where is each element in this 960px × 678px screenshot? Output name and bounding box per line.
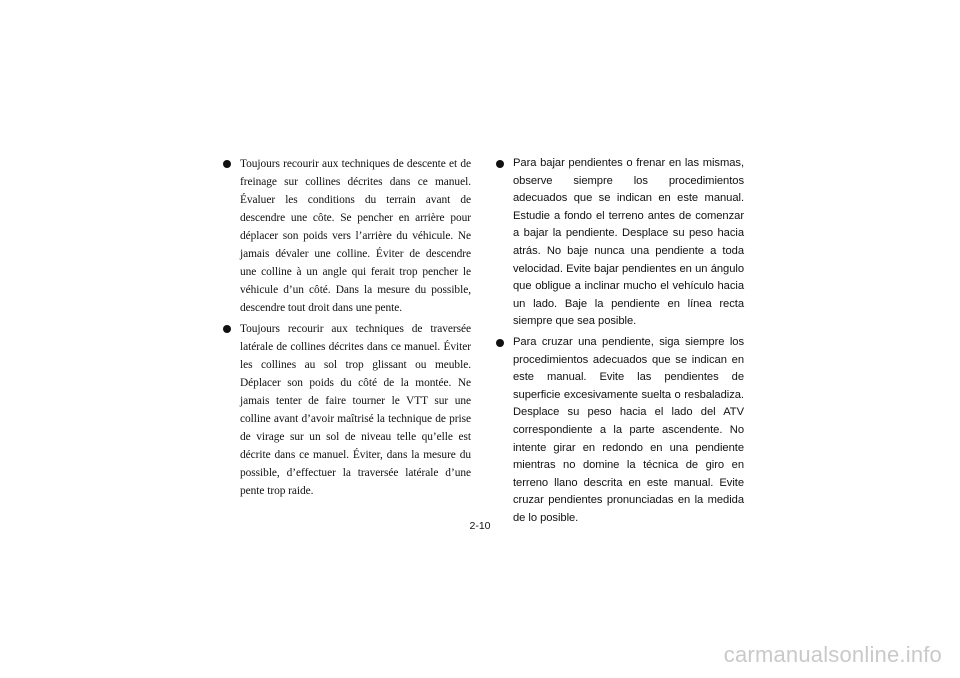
page-number: 2-10 (469, 520, 491, 532)
bullet-icon (496, 339, 504, 347)
bullet-text-fr-2: Toujours recourir aux techniques de traversée latérale de collines décrites dans ce manuel. Éviter les collines au sol trop glissant ou meuble. Déplacer son poids du côté de la montée. Ne jamais tenter de faire tourner le VTT sur une colline avant d’avoir maîtrisé la technique de prise de virage sur un sol de niveau telle qu’elle est décrite dans ce manuel. Éviter, dans la mesure du possible, d’effectuer la traversée latérale d’une pente trop raide. (240, 323, 471, 497)
list-item (221, 320, 471, 500)
bullet-text-es-1: Para bajar pendientes o frenar en las mismas, observe siempre los procedimientos adecuados que se indican en este manual. Estudie a fondo el terreno antes de comenzar a bajar la pendiente. Desplace su peso hacia atrás. No baje nunca una pendiente a toda velocidad. Evite bajar pendientes en un ángulo que obligue a inclinar mucho el vehículo hacia un lado. Baje la pendiente en línea recta siempre que sea posible. (513, 157, 744, 328)
bullet-text-es-2: Para cruzar una pendiente, siga siempre los procedimientos adecuados que se indican en este manual. Evite las pendientes de superficie excesivamente suelta o resbaladiza. Desplace su peso hacia el lado del ATV correspondiente a la parte ascendente. No intente girar en redondo en una pendiente mientras no domine la técnica de giro en terreno llano descrita en este manual. Evite cruzar pendientes pronunciadas en la medida de lo posible. (513, 335, 744, 524)
bullet-icon (496, 160, 504, 168)
bullet-text-fr-1: Toujours recourir aux techniques de descente et de freinage sur collines décrites dans ce manuel. Évaluer les conditions du terrain avant de descendre une côte. Se pencher en arrière pour déplacer son poids vers l’arrière du véhicule. Ne jamais dévaler une colline. Éviter de descendre une colline à un angle qui ferait trop pencher le véhicule d’un côté. Dans la mesure du possible, descendre tout droit dans une pente. (240, 158, 471, 314)
bullet-icon (223, 325, 231, 333)
watermark: carmanualsonline.info (723, 642, 942, 667)
list-item (494, 155, 744, 331)
spanish-column (494, 155, 744, 530)
bullet-icon (223, 160, 231, 168)
list-item (221, 155, 471, 317)
french-column (221, 155, 471, 503)
list-item (494, 334, 744, 528)
